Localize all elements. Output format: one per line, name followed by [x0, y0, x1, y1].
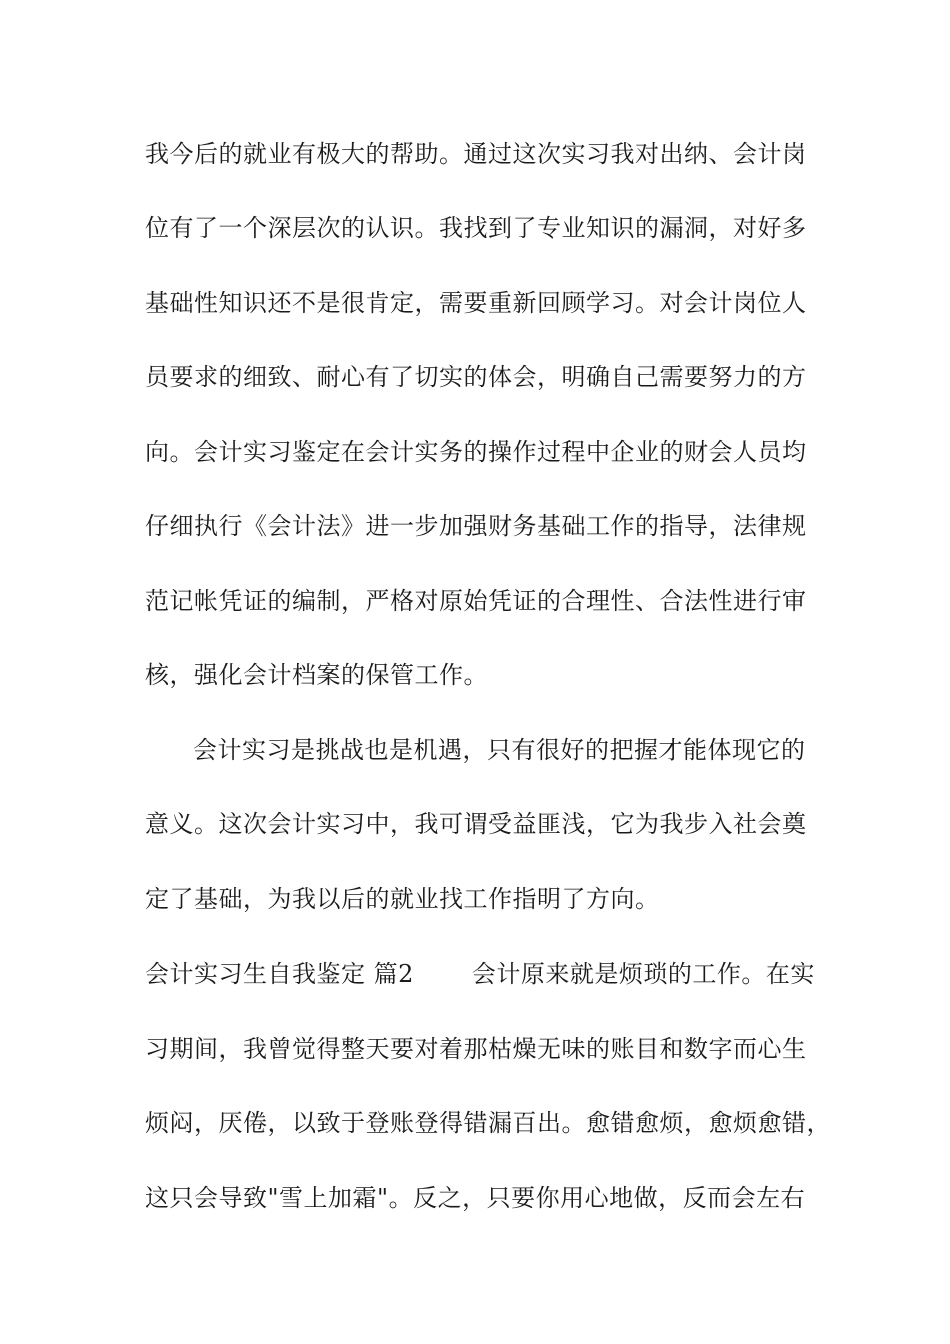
section-heading-line [145, 954, 825, 994]
paragraph-line: 核，强化会计档案的保管工作。 [145, 661, 488, 689]
paragraph-line: 意义。这次会计实习中，我可谓受益匪浅，它为我步入社会奠 [145, 810, 807, 838]
paragraph-line: 定了基础，为我以后的就业找工作指明了方向。 [145, 885, 660, 913]
paragraph-line: 位有了一个深层次的认识。我找到了专业知识的漏洞，对好多 [145, 214, 807, 242]
section-heading: 会计实习生自我鉴定 篇2 [145, 960, 414, 988]
paragraph-line: 我今后的就业有极大的帮助。通过这次实习我对出纳、会计岗 [145, 140, 807, 168]
paragraph-line: 会计实习是挑战也是机遇，只有很好的把握才能体现它的 [193, 736, 806, 764]
paragraph-line: 向。会计实习鉴定在会计实务的操作过程中企业的财会人员均 [145, 438, 807, 466]
paragraph-line: 基础性知识还不是很肯定，需要重新回顾学习。对会计岗位人 [145, 289, 807, 317]
paragraph-line: 习期间，我曾觉得整天要对着那枯燥无味的账目和数字而心生 [145, 1035, 807, 1063]
paragraph-line: 这只会导致"雪上加霜"。反之，只要你用心地做，反而会左右 [145, 1184, 806, 1212]
paragraph-line: 员要求的细致、耐心有了切实的体会，明确自己需要努力的方 [145, 363, 807, 391]
paragraph-line: 烦闷，厌倦，以致于登账登得错漏百出。愈错愈烦，愈烦愈错， [145, 1109, 831, 1137]
section-first-line: 会计原来就是烦琐的工作。在实 [471, 960, 815, 988]
paragraph-line: 范记帐凭证的编制，严格对原始凭证的合理性、合法性进行审 [145, 587, 807, 615]
paragraph-line: 仔细执行《会计法》进一步加强财务基础工作的指导，法律规 [145, 512, 807, 540]
